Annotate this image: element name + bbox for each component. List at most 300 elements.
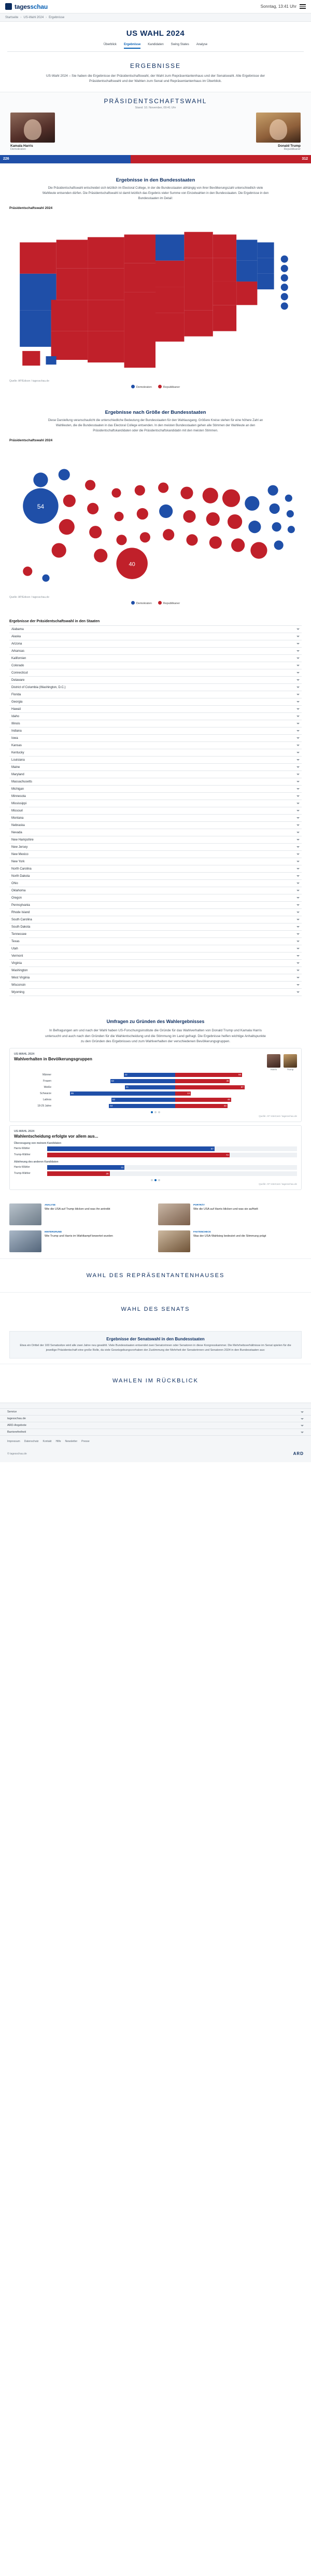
trump-bar: 43 [175, 1104, 228, 1108]
state-accordion-item[interactable] [9, 916, 302, 923]
demographic-bar-row [14, 1073, 297, 1077]
state-accordion-item[interactable] [9, 880, 302, 887]
footer-link[interactable]: Impressum [7, 1440, 20, 1444]
trump-bar: 55 [175, 1073, 243, 1077]
breadcrumb [0, 13, 311, 22]
survey-card-motivation [9, 1125, 302, 1190]
size-map-section [0, 396, 311, 613]
senate-note-title: Ergebnisse der Senatswahl in den Bundesstaaten [106, 1336, 205, 1341]
state-name: Montana [11, 816, 24, 820]
teaser-headline: Wie die USA auf Trump blicken und was ihn antreibt [45, 1208, 110, 1211]
state-accordion-item[interactable] [9, 793, 302, 800]
card1-kicker: US-WAHL 2024 [14, 1052, 35, 1056]
chevron-down-icon [296, 846, 300, 848]
motivation-row-label: Harris-Wähler [14, 1166, 30, 1169]
state-name: Alabama [11, 627, 24, 631]
motivation-row-label: Trump-Wähler [14, 1172, 31, 1175]
results-title: ERGEBNISSE [130, 62, 181, 69]
nav-tabs [7, 43, 304, 52]
state-accordion-item[interactable] [9, 640, 302, 648]
state-name: Minnesota [11, 794, 26, 798]
tab-swing-states[interactable]: Swing States [171, 43, 189, 46]
teaser-item[interactable] [9, 1230, 153, 1252]
states-accordion-section [0, 620, 311, 1003]
state-accordion-item[interactable] [9, 698, 302, 706]
chevron-down-icon [296, 745, 300, 746]
state-accordion-item[interactable] [9, 735, 302, 742]
demographic-label: 18-29 Jahre [37, 1104, 51, 1108]
state-name: Tennessee [11, 932, 27, 936]
state-accordion-item[interactable] [9, 778, 302, 786]
footer-link[interactable]: Hilfe [55, 1440, 61, 1444]
state-accordion-item[interactable] [9, 771, 302, 778]
state-name: Massachusetts [11, 780, 33, 783]
state-name: Nevada [11, 831, 22, 834]
chevron-down-icon [296, 759, 300, 761]
chevron-down-icon [296, 679, 300, 681]
harris-bar: 52 [111, 1098, 175, 1102]
state-accordion-item[interactable] [9, 648, 302, 655]
survey-section [0, 1003, 311, 1197]
state-accordion-item[interactable] [9, 829, 302, 836]
copyright: © tagesschau.de [7, 1452, 27, 1455]
state-name: Kentucky [11, 751, 24, 754]
state-accordion-item[interactable] [9, 844, 302, 851]
breadcrumb-sep: › [46, 16, 47, 19]
state-name: Georgia [11, 700, 23, 704]
state-name: Hawaii [11, 707, 21, 711]
chevron-down-icon [296, 657, 300, 659]
state-name: Pennsylvania [11, 903, 30, 907]
trump-party: Republikaner [284, 147, 301, 151]
state-name: Arizona [11, 642, 22, 646]
chevron-down-icon [296, 948, 300, 949]
brand-name-right: schau [30, 3, 48, 10]
results-intro: US-Wahl 2024 – Sie haben die Ergebnisse der Präsidentschaftswahl, der Wahl zum Repräsentantenhaus und der Senatswahl. Alle Ergebnisse der Präsidentschaftswahl und der Wahlen zum Senat und Repräsentantenhaus im Überblick. [46, 74, 265, 83]
state-name: South Dakota [11, 925, 31, 929]
chevron-down-icon [296, 803, 300, 804]
chevron-down-icon [296, 962, 300, 964]
state-accordion-item[interactable] [9, 851, 302, 858]
electors-map[interactable] [9, 211, 302, 378]
state-accordion-item[interactable] [9, 706, 302, 713]
state-name: New Jersey [11, 845, 28, 849]
chevron-down-icon [296, 672, 300, 674]
house-section [0, 1258, 311, 1292]
presidential-title: PRÄSIDENTSCHAFTSWAHL [104, 97, 207, 105]
teaser-grid [0, 1197, 311, 1258]
results-section [0, 52, 311, 92]
legend-republicans: Republikaner [158, 385, 180, 389]
chevron-down-icon [296, 665, 300, 666]
house-title: WAHL DES REPRÄSENTANTENHAUSES [86, 1272, 225, 1279]
chevron-down-icon [296, 795, 300, 797]
state-name: Michigan [11, 787, 24, 791]
state-accordion-item[interactable] [9, 989, 302, 996]
teaser-headline: Was der USA-Wahlsieg bedeutet und die Stimmung prägt [193, 1235, 266, 1238]
review-section [0, 1364, 311, 1397]
state-name: Kalifornien [11, 656, 26, 660]
demographic-bar-row [14, 1098, 297, 1102]
state-name: Maryland [11, 773, 24, 776]
state-accordion-item[interactable] [9, 807, 302, 815]
chevron-down-icon [296, 730, 300, 732]
chevron-down-icon [296, 832, 300, 833]
footer-bottom [0, 1447, 311, 1462]
trump-thumb [284, 1054, 297, 1068]
state-name: Colorado [11, 664, 24, 667]
state-name: Rhode Island [11, 911, 30, 914]
state-accordion-item[interactable] [9, 764, 302, 771]
trump-bar: 46 [175, 1098, 231, 1102]
logo-mark [5, 3, 12, 10]
harris-bar: 86 [70, 1091, 175, 1096]
survey-title: Umfragen zu Gründen des Wahlergebnisses [106, 1019, 205, 1025]
demographic-label: Frauen [43, 1079, 51, 1083]
footer-link[interactable]: Datenschutz [24, 1440, 39, 1444]
state-accordion-item[interactable] [9, 931, 302, 938]
harris-bar: 53 [110, 1079, 175, 1083]
card1-source: Quelle: AP VoteCast / tagesschau.de [259, 1114, 297, 1117]
size-map-chart-label: Präsidentschaftswahl 2024 [9, 439, 53, 443]
chevron-down-icon [296, 817, 300, 819]
harris-bar: 54 [109, 1104, 175, 1108]
chevron-down-icon [301, 1418, 304, 1420]
chevron-down-icon [296, 955, 300, 957]
demographic-bar-row [14, 1085, 297, 1089]
chevron-down-icon [296, 861, 300, 862]
footer-item-label: Service [7, 1410, 17, 1414]
ard-logo: ARD [293, 1451, 304, 1457]
chevron-down-icon [296, 883, 300, 884]
svg-text:54: 54 [37, 503, 45, 511]
state-name: Louisiana [11, 758, 25, 762]
chevron-down-icon [296, 766, 300, 768]
chevron-down-icon [296, 788, 300, 790]
motivation-group-label: Ablehnung des anderen Kandidaten [14, 1160, 59, 1164]
state-accordion-item[interactable] [9, 902, 302, 909]
chevron-down-icon [296, 643, 300, 645]
state-name: Utah [11, 947, 18, 950]
brand-logo[interactable] [5, 3, 48, 10]
state-name: Delaware [11, 678, 25, 682]
bar-fill: 67 [47, 1146, 215, 1151]
state-accordion-item[interactable] [9, 953, 302, 960]
tab-kandidaten[interactable]: Kandidaten [148, 43, 164, 46]
tab-uberblick[interactable]: Überblick [103, 43, 117, 46]
clock-status: Sonntag, 13:41 Uhr [260, 4, 296, 9]
chevron-down-icon [296, 970, 300, 971]
teaser-item[interactable] [158, 1230, 302, 1252]
chevron-down-icon [296, 941, 300, 942]
state-accordion-item[interactable] [9, 938, 302, 945]
demographic-label: Männer [43, 1073, 51, 1076]
chevron-down-icon [296, 853, 300, 855]
card1-title: Wahlverhalten in Bevölkerungsgruppen [14, 1056, 92, 1061]
teaser-item[interactable] [9, 1203, 153, 1225]
chevron-down-icon [296, 839, 300, 841]
electors-map-description: Die Präsidentschaftswahl entscheidet sich letztlich im Electoral College, in der die Bundesstaaten abhängig von ihrer Bevölkerungszahl unterschiedlich viele Wahlleute entsenden dürfen. Die Präsidentschaftswahl ist damit letztlich das Ergebnis vieler Summe von Einzelwahlen in den Bundesstaaten. Die Ergebnisse in den Bundesstaaten im Detail: [42, 186, 269, 200]
state-accordion-item[interactable] [9, 960, 302, 967]
bar-track [47, 1165, 297, 1170]
chevron-down-icon [296, 810, 300, 811]
chevron-down-icon [296, 926, 300, 928]
teaser-headline: Wie die USA auf Harris blicken und was sie aufhielt [193, 1208, 258, 1211]
state-accordion-item[interactable] [9, 873, 302, 880]
chevron-down-icon [296, 737, 300, 739]
state-name: Mississippi [11, 802, 27, 805]
chevron-down-icon [296, 875, 300, 877]
bar-track [47, 1146, 297, 1151]
harris-thumb [267, 1054, 280, 1068]
motivation-row-label: Harris-Wähler [14, 1147, 30, 1151]
state-accordion-item[interactable] [9, 727, 302, 735]
senate-title: WAHL DES SENATS [121, 1306, 190, 1312]
state-accordion-item[interactable] [9, 815, 302, 822]
breadcrumb-sep: › [20, 16, 22, 19]
state-name: Washington [11, 969, 28, 972]
chevron-down-icon [296, 781, 300, 782]
state-name: Alaska [11, 635, 21, 638]
state-accordion-item[interactable] [9, 677, 302, 684]
state-name: Iowa [11, 736, 18, 740]
state-name: West Virginia [11, 976, 30, 979]
state-accordion-item[interactable] [9, 800, 302, 807]
state-name: New York [11, 860, 25, 863]
footer-accordion-item[interactable] [0, 1409, 311, 1416]
trump-portrait [256, 113, 301, 143]
state-name: Illinois [11, 722, 20, 725]
footer-links [0, 1436, 311, 1447]
trump-name: Donald Trump [278, 144, 301, 148]
card2-title: Wahlentscheidung erfolgte vor allem aus... [14, 1133, 98, 1139]
demographic-label: Weiße [44, 1085, 51, 1089]
state-accordion-item[interactable] [9, 909, 302, 916]
teaser-headline: Wie Trump und Harris im Wahlkampf bewertet wurden [45, 1235, 113, 1238]
harris-party: Demokraten [10, 147, 26, 151]
state-accordion-item[interactable] [9, 669, 302, 677]
size-map-legend [9, 601, 302, 605]
states-accordion [9, 625, 302, 996]
state-name: Oregon [11, 896, 22, 900]
state-accordion-item[interactable] [9, 945, 302, 953]
teaser-tag: ANALYSE [45, 1203, 56, 1206]
trump-bar: 13 [175, 1091, 191, 1096]
harris-name: Kamala Harris [10, 144, 33, 148]
chevron-down-icon [296, 752, 300, 753]
state-name: Virginia [11, 961, 22, 965]
footer-item-label: Barrierefreiheit [7, 1431, 26, 1434]
candidate-trump [256, 113, 301, 151]
state-name: Vermont [11, 954, 23, 958]
footer-accordion-item[interactable] [0, 1429, 311, 1436]
state-accordion-item[interactable] [9, 974, 302, 982]
chevron-down-icon [296, 984, 300, 986]
card2-bar-rows [14, 1142, 297, 1176]
state-accordion-item[interactable] [9, 858, 302, 865]
card1-head-left: Harris [271, 1068, 277, 1071]
card2-dots[interactable] [14, 1179, 297, 1181]
senate-note [9, 1331, 302, 1359]
state-accordion-item[interactable] [9, 982, 302, 989]
footer-link[interactable]: Newsletter [65, 1440, 78, 1444]
breadcrumb-item-1[interactable]: US-Wahl 2024 [23, 16, 44, 19]
state-name: Kansas [11, 744, 22, 747]
chevron-down-icon [296, 977, 300, 978]
chevron-down-icon [296, 701, 300, 703]
teaser-tag: PORTRÄT [193, 1203, 205, 1206]
footer-item-label: tagesschau.de [7, 1417, 26, 1421]
chevron-down-icon [296, 628, 300, 630]
top-bar [0, 0, 311, 13]
state-name: District of Columbia (Washington, D.C.) [11, 685, 66, 689]
us-choropleth-map[interactable] [9, 211, 302, 378]
state-accordion-item[interactable] [9, 836, 302, 844]
legend-republicans-2: Republikaner [158, 601, 180, 605]
state-accordion-item[interactable] [9, 655, 302, 662]
state-name: Texas [11, 940, 20, 943]
state-accordion-item[interactable] [9, 662, 302, 669]
chevron-down-icon [296, 708, 300, 710]
demographic-label: Latinos [43, 1098, 51, 1101]
footer-accordion-item[interactable] [0, 1416, 311, 1422]
footer-link[interactable]: Kontakt [43, 1440, 52, 1444]
chevron-down-icon [296, 919, 300, 920]
state-accordion-item[interactable] [9, 786, 302, 793]
trump-bar: 57 [175, 1085, 245, 1089]
motivation-bar-row [14, 1146, 297, 1151]
breadcrumb-item-2: Ergebnisse [49, 16, 65, 19]
motivation-bar-row [14, 1165, 297, 1170]
state-name: Idaho [11, 715, 20, 718]
harris-bar: 42 [124, 1073, 175, 1077]
teaser-thumbnail [9, 1230, 41, 1252]
card1-head-right: Trump [287, 1068, 294, 1071]
electors-map-legend [9, 385, 302, 389]
bar-track [47, 1171, 297, 1176]
size-map[interactable] [9, 443, 302, 595]
chevron-down-icon [296, 716, 300, 717]
chevron-down-icon [296, 912, 300, 913]
chevron-down-icon [301, 1411, 304, 1413]
state-name: Connecticut [11, 671, 28, 675]
chevron-down-icon [296, 636, 300, 637]
chevron-down-icon [296, 897, 300, 899]
hamburger-icon[interactable] [300, 4, 306, 9]
electors-map-chart-label: Präsidentschaftswahl 2024 [9, 206, 53, 211]
state-accordion-item[interactable] [9, 923, 302, 931]
state-name: North Carolina [11, 867, 32, 871]
state-name: Arkansas [11, 649, 25, 653]
motivation-bar-row [14, 1171, 297, 1176]
chevron-down-icon [296, 723, 300, 724]
state-accordion-item[interactable] [9, 720, 302, 727]
states-accordion-title: Ergebnisse der Präsidentschaftswahl in den Staaten [9, 620, 100, 624]
state-name: North Dakota [11, 874, 30, 878]
chevron-down-icon [296, 774, 300, 775]
state-accordion-item[interactable] [9, 749, 302, 757]
chevron-down-icon [296, 890, 300, 891]
state-name: New Mexico [11, 852, 29, 856]
teaser-thumbnail [158, 1230, 190, 1252]
state-name: South Carolina [11, 918, 32, 921]
state-accordion-item[interactable] [9, 865, 302, 873]
senate-note-text: Etwa ein Drittel der 100 Senatssitze wird alle zwei Jahre neu gewählt. Viele Bundesstaaten entsendet zwei Senatorinnen oder Senatoren in diese Kongresskammer. Die Mehrheitsverhältnisse im Senat spielen für die jeweilige Präsidentschaft eine große Rolle, da viele Gesetzgebungsvorhaben der Zustimmung der Mehrheit der Senatorinnen und Senatoren 2024 in den Bundesstaaten aus: [20, 1343, 291, 1352]
motivation-bar-row [14, 1153, 297, 1157]
electors-map-section [0, 164, 311, 396]
state-accordion-item[interactable] [9, 742, 302, 749]
footer-item-label: ARD-Angebote [7, 1424, 26, 1427]
bar-track [47, 1153, 297, 1157]
size-map-heading: Ergebnisse nach Größe der Bundesstaaten [105, 409, 206, 415]
footer [0, 1403, 311, 1462]
chevron-down-icon [296, 991, 300, 993]
chevron-down-icon [301, 1425, 304, 1426]
demographic-bar-row [14, 1091, 297, 1096]
state-accordion-item[interactable] [9, 822, 302, 829]
card1-dots[interactable] [14, 1111, 297, 1113]
state-accordion-item[interactable] [9, 633, 302, 640]
electors-map-caption: Quelle: AP/Edison / tagesschau.de [9, 379, 49, 383]
survey-intro: In Befragungen am und nach der Wahl haben US-Forschungsinstitute die Gründe für das Wahlverhalten von Donald Trump und Kamala Harris untersucht und auch nach den Gründen für die Wahlentscheidung und die Stimmung im Land gefragt. Die Ergebnisse helfen wichtige Anhaltspunkte zu den Gründen des Ergebnisses und zum Wahlverhalten der verschiedenen Bevölkerungsgruppen. [45, 1029, 266, 1044]
size-map-description: Diese Darstellung veranschaulicht die unterschiedliche Bedeutung der Bundesstaaten für den Wahlausgang. Größere Kreise stehen für eine höhere Zahl an Wahlleuten, die die Bundesstaaten in das Electoral College entsenden. In den meisten Bundesstaaten gehen alle Stimmen der Wahlleute an den Präsidentschaftskandidaten oder die Präsidentschaftskandidatin mit den meisten Stimmen. [48, 418, 263, 432]
state-accordion-item[interactable] [9, 894, 302, 902]
candidate-harris [10, 113, 55, 151]
state-accordion-item[interactable] [9, 757, 302, 764]
state-name: New Hampshire [11, 838, 34, 842]
state-name: Nebraska [11, 823, 25, 827]
electoral-bar [0, 155, 311, 163]
footer-accordion-item[interactable] [0, 1422, 311, 1429]
svg-text:40: 40 [129, 562, 135, 568]
tab-ergebnisse[interactable]: Ergebnisse [124, 43, 140, 49]
chevron-down-icon [296, 824, 300, 826]
senate-section [0, 1292, 311, 1326]
footer-accordion [0, 1408, 311, 1436]
us-bubble-map[interactable] [9, 443, 302, 595]
state-accordion-item[interactable] [9, 967, 302, 974]
state-accordion-item[interactable] [9, 626, 302, 633]
state-accordion-item[interactable] [9, 684, 302, 691]
state-name: Florida [11, 693, 21, 696]
motivation-group-label: Überzeugung von meinem Kandidaten [14, 1141, 62, 1145]
teaser-thumbnail [9, 1203, 41, 1225]
teaser-item[interactable] [158, 1203, 302, 1225]
teaser-tag: FAKTENCHECK [193, 1230, 211, 1233]
chevron-down-icon [296, 904, 300, 906]
bar-fill: 25 [47, 1171, 110, 1176]
tab-analyse[interactable]: Analyse [196, 43, 208, 46]
harris-portrait [10, 113, 55, 143]
electoral-bar-rep: 312 [131, 155, 311, 163]
chevron-down-icon [296, 933, 300, 935]
breadcrumb-item-0[interactable]: Startseite [5, 16, 19, 19]
state-name: Ohio [11, 881, 18, 885]
state-name: Missouri [11, 809, 23, 813]
state-accordion-item[interactable] [9, 691, 302, 698]
motivation-row-label: Trump-Wähler [14, 1153, 31, 1157]
page-title: US WAHL 2024 [126, 29, 185, 38]
brand-name-left: tages [15, 3, 31, 10]
chevron-down-icon [296, 650, 300, 652]
card2-source: Quelle: AP VoteCast / tagesschau.de [259, 1182, 297, 1185]
chevron-down-icon [296, 687, 300, 688]
footer-link[interactable]: Presse [81, 1440, 90, 1444]
state-name: Wisconsin [11, 983, 26, 987]
demographic-bar-row [14, 1104, 297, 1108]
state-accordion-item[interactable] [9, 887, 302, 894]
state-accordion-item[interactable] [9, 713, 302, 720]
